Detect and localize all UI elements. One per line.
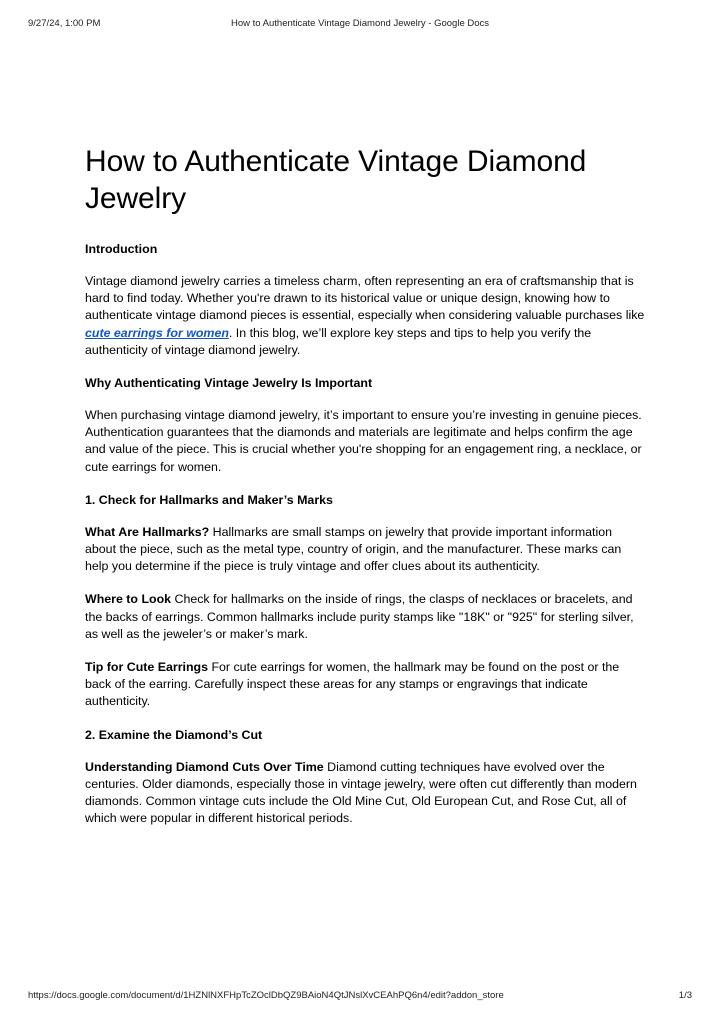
intro-text-before-link: Vintage diamond jewelry carries a timeless charm, often representing an era of craftsmanship that is hard to find today. Whether you're drawn to its historical value or unique design, knowing how to authenticate vintage diamond pieces is essential, especially when considering valuable purchases like bbox=[85, 274, 645, 323]
intro-text-after-link: . In this blog, we’ll explore key steps and tips to help you verify the authenticity of vintage diamond jewelry. bbox=[85, 325, 592, 357]
where-text: Check for hallmarks on the inside of rings, the clasps of necklaces or bracelets, and the backs of earrings. Common hallmarks include purity stamps like "18K" or "925" for sterling silver, as well as the jeweler’s or maker’s mark. bbox=[85, 592, 634, 641]
section1-heading: 1. Check for Hallmarks and Maker’s Marks bbox=[85, 492, 333, 507]
why-heading: Why Authenticating Vintage Jewelry Is Important bbox=[85, 376, 373, 391]
intro-paragraph bbox=[85, 273, 645, 359]
where-label: Where to Look bbox=[85, 592, 172, 607]
cuts-paragraph bbox=[85, 759, 645, 828]
tip-paragraph bbox=[85, 659, 645, 711]
print-url: https://docs.google.com/document/d/1HZNlNXFHpTcZOclDbQZ9BAioN4QtJNslXvCEAhPQ6n4/edit?addon_store bbox=[28, 990, 504, 1001]
tip-label: Tip for Cute Earrings bbox=[85, 660, 209, 675]
tip-text: For cute earrings for women, the hallmark may be found on the post or the back of the earring. Carefully inspect these areas for any stamps or engravings that indicate authenticity. bbox=[85, 660, 620, 709]
hallmarks-label: What Are Hallmarks? bbox=[85, 524, 210, 539]
cuts-text: Diamond cutting techniques have evolved over the centuries. Older diamonds, especially those in vintage jewelry, were often cut differently than modern diamonds. Common vintage cuts include the Old Mine Cut, Old European Cut, and Rose Cut, all of which were popular in different historical periods. bbox=[85, 759, 637, 826]
hallmarks-text: Hallmarks are small stamps on jewelry that provide important information about the piece, such as the metal type, country of origin, and the manufacturer. These marks can help you determine if the piece is truly vintage and offer clues about its authenticity. bbox=[85, 524, 622, 574]
document-title: How to Authenticate Vintage Diamond Jewelry bbox=[85, 145, 587, 215]
cute-earrings-link[interactable]: cute earrings for women bbox=[85, 325, 229, 340]
cuts-label: Understanding Diamond Cuts Over Time bbox=[85, 759, 324, 774]
document-body bbox=[85, 143, 645, 843]
print-page-number: 1/3 bbox=[678, 990, 692, 1001]
print-datetime: 9/27/24, 1:00 PM bbox=[28, 18, 101, 29]
intro-heading: Introduction bbox=[85, 242, 158, 256]
print-footer bbox=[28, 990, 692, 1004]
print-page-title: How to Authenticate Vintage Diamond Jewelry - Google Docs bbox=[230, 18, 490, 29]
print-header bbox=[28, 18, 692, 32]
why-paragraph: When purchasing vintage diamond jewelry, it’s important to ensure you’re investing in genuine pieces. Authentication guarantees that the diamonds and materials are legitimate and helps confirm the age and value of the piece. This is crucial whether you're shopping for an engagement ring, a necklace, or cute earrings for women. bbox=[85, 408, 642, 474]
hallmarks-paragraph bbox=[85, 524, 645, 576]
where-paragraph bbox=[85, 591, 645, 643]
section2-heading: 2. Examine the Diamond’s Cut bbox=[85, 727, 263, 742]
